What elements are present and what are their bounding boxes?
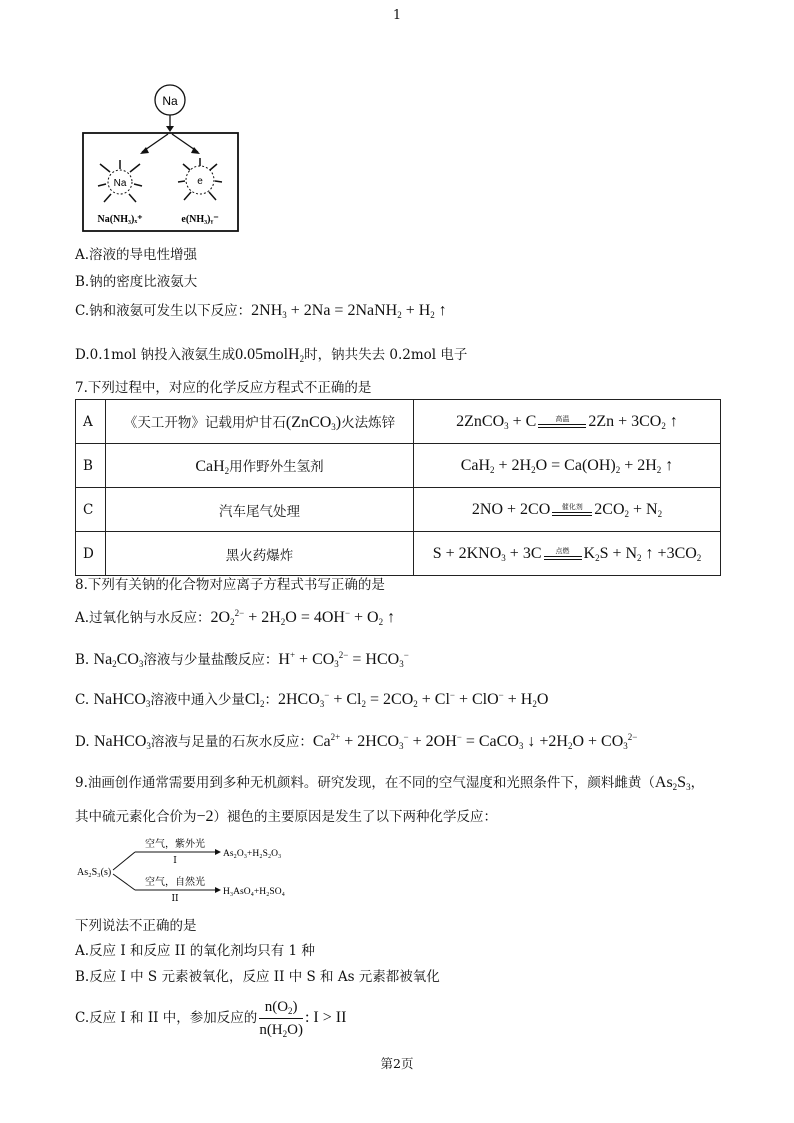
q6-option-c-text: C.钠和液氨可发生以下反应：	[75, 303, 252, 319]
q6-option-c-equation: $2NH_3 + 2Na$ = 2NaNH$_2$ + $H_2$ ↑	[251, 302, 447, 320]
q9-line2	[75, 808, 497, 826]
q7-row-c-desc: 汽车尾气处理	[106, 488, 414, 532]
q8-option-b-text: 溶液与少量盐酸反应：	[143, 652, 279, 668]
q7-row-a-desc-post: 火法炼锌	[341, 415, 396, 431]
q9-option-c-text: C.反应 I 和 II 中，参加反应的	[75, 1010, 258, 1026]
table-row	[76, 488, 721, 532]
q9-option-c-fraction: $\frac{n(O_2)}{n(H_2O)}$	[259, 999, 303, 1039]
q8-option-c	[75, 691, 548, 709]
q7-row-a-equation: 2ZnCO$_3$ + C 高温 $2Zn + 3CO_2$ ↑	[414, 400, 721, 444]
sodium-ammonia-figure	[80, 82, 240, 234]
q9-option-a: A.反应 I 和反应 II 的氧化剂均只有 1 种	[75, 943, 315, 959]
q8-option-d-formula: NaHCO$_3$	[93, 733, 151, 751]
q7-row-a-formula: (ZnCO$_3$)	[285, 414, 342, 432]
q7-row-a-desc	[106, 400, 414, 444]
figure-top-label: Na	[162, 94, 178, 108]
q7-row-c-condition: 催化剂	[561, 503, 583, 512]
q8-option-a-text: A.过氧化钠与水反应：	[75, 610, 211, 626]
scheme-lower-product: H₃AsO₄+H₂SO₄	[223, 887, 285, 897]
q7-row-b-desc	[106, 444, 414, 488]
q6-option-d-quantity: 0.05molH$_2$	[235, 346, 305, 364]
scheme-upper-number: I	[173, 856, 177, 866]
q7-row-b-desc-text: 用作野外生氢剂	[229, 459, 324, 475]
q7-row-a-condition: 高温	[555, 415, 570, 424]
page-header-number: 1	[392, 8, 402, 23]
q9-option-c	[75, 996, 346, 1040]
q9-line1-text: 9.油画创作通常需要用到多种无机颜料。研究发现，在不同的空气湿度和光照条件下，颜料雌黄（	[75, 775, 655, 791]
q9-formula-as2s3: $As_2S_3$	[654, 774, 691, 792]
q9-valence: −2	[196, 808, 214, 825]
q6-option-d-suffix: 时，钠共失去 0.2mol 电子	[304, 347, 468, 363]
q8-option-a-equation: $2O_2^{2-} + 2H_2O = 4OH^- + O_2$ ↑	[210, 608, 396, 627]
q7-row-a-label: A	[76, 400, 106, 444]
q7-table	[75, 399, 721, 576]
scheme-upper-condition: 空气，紫外光	[145, 839, 205, 850]
q7-row-c-label: C	[76, 488, 106, 532]
q6-option-c	[75, 302, 447, 320]
q9-reaction-scheme	[75, 830, 335, 908]
q9-option-c-compare: : I > II	[304, 1009, 347, 1026]
q7-row-d-equation: $S + 2KNO_3 + 3C$ 点燃 $K_2S + N_2$ ↑ $+3CO_2$	[414, 532, 721, 576]
q7-row-b-formula: CaH$_2$	[195, 458, 230, 476]
q8-option-c-cl2: $Cl_2$	[244, 691, 265, 709]
q7-row-b-label: B	[76, 444, 106, 488]
table-row	[76, 532, 721, 576]
page-footer: 第2页	[380, 1056, 414, 1071]
figure-left-label: Na(NH₃)ₓ⁺	[97, 214, 143, 225]
table-row	[76, 444, 721, 488]
scheme-lower-condition: 空气，自然光	[145, 877, 205, 888]
q6-option-d-text: D.0.1mol 钠投入液氨生成	[75, 347, 236, 363]
q6-option-a: A.溶液的导电性增强	[75, 247, 198, 263]
q9-stem2: 下列说法不正确的是	[75, 918, 197, 934]
figure-right-label: e(NH₃)ᵧ⁻	[181, 214, 219, 225]
q9-line2-text: 其中硫元素化合价为	[75, 809, 197, 825]
figure-right-center: e	[197, 176, 203, 187]
q8-option-c-colon: ：	[264, 692, 278, 708]
q9-line2-post: ）褪色的主要原因是发生了以下两种化学反应：	[213, 809, 498, 825]
q8-option-c-text: 溶液中通入少量	[150, 692, 245, 708]
q8-option-b	[75, 651, 409, 669]
figure-left-center: Na	[113, 178, 127, 189]
table-row	[76, 400, 721, 444]
q8-option-c-formula: NaHCO$_3$	[93, 691, 151, 709]
q8-stem: 8.下列有关钠的化合物对应离子方程式书写正确的是	[75, 577, 385, 593]
q8-option-b-equation: $H^+ + CO_3^{2-} = HCO_3^-$	[278, 650, 409, 669]
q7-row-a-desc-text: 《天工开物》记载用炉甘石	[123, 415, 286, 431]
q8-option-b-letter: B.	[75, 652, 94, 668]
scheme-upper-product: As₂O₃+H₂S₂O₃	[223, 849, 282, 859]
q7-stem: 7.下列过程中，对应的化学反应方程式不正确的是	[75, 380, 372, 396]
q9-line1	[75, 774, 704, 792]
q8-option-a	[75, 609, 395, 627]
q7-row-c-equation: 2NO + 2CO 催化剂 $2CO_2 + N_2$	[414, 488, 721, 532]
q9-line1-comma: ，	[690, 775, 705, 791]
q6-option-b: B.钠的密度比液氨大	[75, 274, 198, 290]
q8-option-d-text: 溶液与足量的石灰水反应：	[150, 734, 313, 750]
q7-row-d-condition: 点燃	[555, 547, 570, 556]
q6-option-d	[75, 346, 467, 364]
q8-option-d	[75, 733, 637, 751]
q9-option-b: B.反应 I 中 S 元素被氧化，反应 II 中 S 和 As 元素都被氧化	[75, 969, 440, 985]
q8-option-c-equation: $2HCO_3^- + Cl_2 = 2CO_2 + Cl^- + ClO^- + H_2O$	[278, 690, 549, 709]
scheme-lower-number: II	[171, 894, 179, 904]
scheme-reactant: As₂S₃(s)	[77, 867, 112, 878]
q8-option-d-letter: D.	[75, 734, 94, 750]
q8-option-b-formula: $Na_2CO_3$	[93, 651, 144, 669]
q7-row-d-desc: 黑火药爆炸	[106, 532, 414, 576]
q7-row-d-label: D	[76, 532, 106, 576]
q7-row-b-equation: $CaH_2 + 2H_2O = Ca(OH)_2 + 2H_2$ ↑	[414, 444, 721, 488]
q8-option-c-letter: C.	[75, 692, 94, 708]
q8-option-d-equation: $Ca^{2+} + 2HCO_3^- + 2OH^-$ = CaCO$_3$ ↓ $+2H_2O + CO_3^{2-}$	[312, 732, 638, 751]
